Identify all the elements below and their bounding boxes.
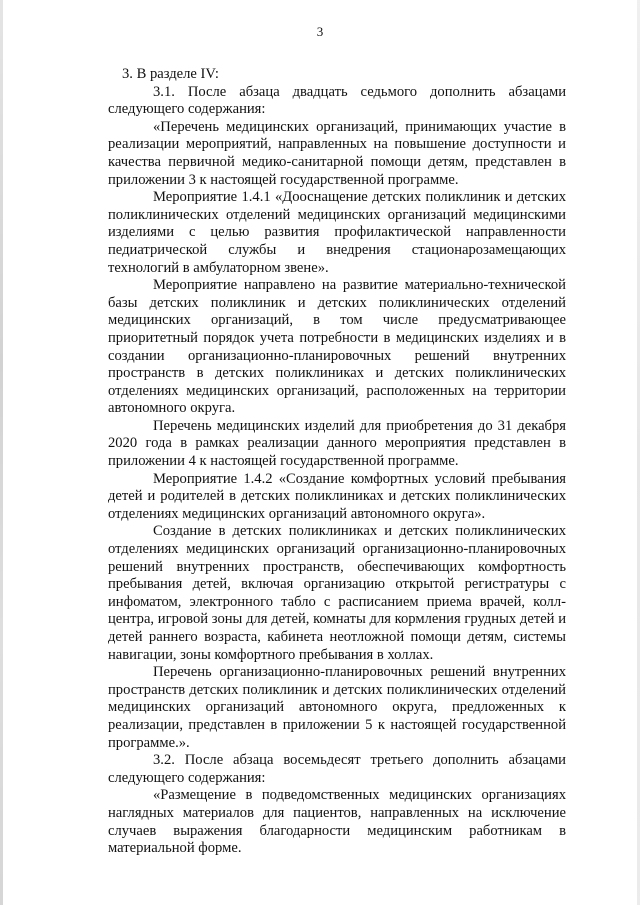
clause-3-1: 3.1. После абзаца двадцать седьмого дополнить абзацами следующего содержания: — [108, 83, 566, 118]
scan-edge-left — [0, 0, 3, 905]
document-body — [108, 66, 566, 858]
paragraph-measure-1-4-2: Мероприятие 1.4.2 «Создание комфортных условий пребывания детей и родителей в детских поликлиниках и детских поликлинических отделениях медицинских организаций автономного округа». — [108, 470, 566, 522]
paragraph-list-organizations: «Перечень медицинских организаций, принимающих участие в реализации мероприятий, направленных на повышение доступности и качества первичной медико-санитарной помощи детям, представлен в приложении 3 к настоящей государственной программе. — [108, 118, 566, 188]
section-heading: 3. В разделе IV: — [122, 66, 219, 82]
paragraph-device-list: Перечень медицинских изделий для приобретения до 31 декабря 2020 года в рамках реализации данного мероприятия представлен в приложении 4 к настоящей государственной программе. — [108, 417, 566, 470]
paragraph-visual-materials: «Размещение в подведомственных медицинских организациях наглядных материалов для пациентов, направленных на исключение случаев выражения благодарности медицинским работникам в материальной форме. — [108, 787, 566, 857]
clause-3-2: 3.2. После абзаца восемьдесят третьего дополнить абзацами следующего содержания: — [108, 752, 566, 786]
paragraph-measure-1-4-1: Мероприятие 1.4.1 «Дооснащение детских поликлиник и детских поликлинических отделений медицинских организаций медицинскими изделиями с целью развития профилактической направленности педиатрической службы и внедрения стационарозамещающих технологий в амбулаторном звене». — [108, 189, 566, 276]
paragraph-comfort-solutions: Создание в детских поликлиниках и детских поликлинических отделениях медицинских организаций организационно-планировочных решений внутренних пространств, обеспечивающих комфортность пребывания детей, включая организацию открытой регистратуры с инфоматом, электронного табло с расписанием приема врачей, колл-центра, игровой зоны для детей, комнаты для кормления грудных детей и детей раннего возраста, кабинета неотложной помощи детям, системы навигации, зоны комфортного пребывания в холлах. — [108, 523, 566, 663]
paragraph-measure-purpose: Мероприятие направлено на развитие материально-технической базы детских поликлиник и детских поликлинических отделений медицинских организаций, в том числе предусматривающее приоритетный порядок учета потребности в медицинских изделиях и в создании организационно-планировочных решений внутренних пространств в детских поликлиниках и детских поликлинических отделениях медицинских организаций, расположенных на территории автономного округа. — [108, 277, 566, 417]
page-number: 3 — [316, 24, 324, 39]
paragraph-solutions-list: Перечень организационно-планировочных решений внутренних пространств детских поликлиник и детских поликлинических отделений медицинских организаций автономного округа, предложенных к реализации, представлен в приложении 5 к настоящей государственной программе.». — [108, 664, 566, 751]
